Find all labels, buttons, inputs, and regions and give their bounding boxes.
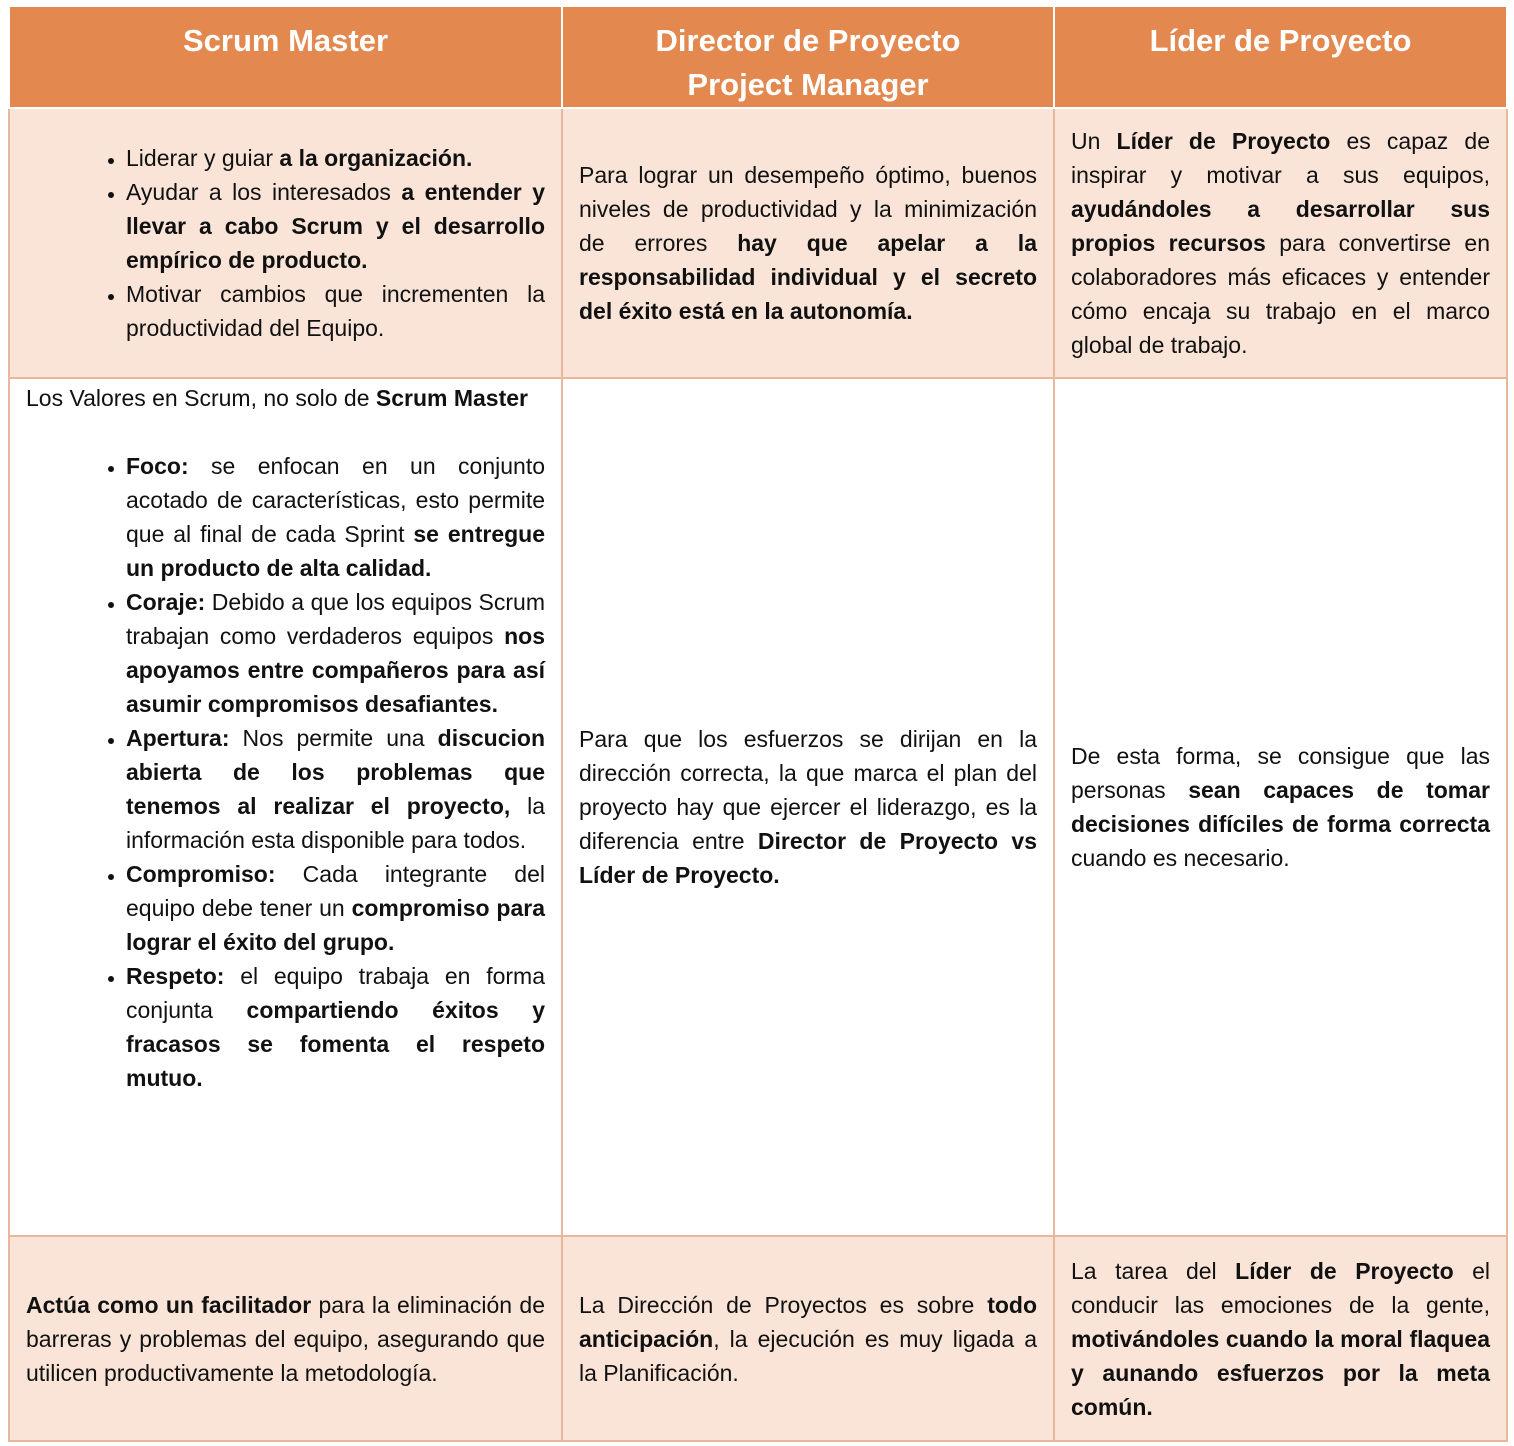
sm-row3-text: Actúa como un facilitador para la eliminación de barreras y problemas del equipo, asegurando que utilicen productivamente la metodología. [26,1291,545,1386]
list-item: • Apertura: Nos permite una discucion abierta de los problemas que tenemos al realizar el proyecto, la información esta disponible para todos. [126,721,545,857]
list-item: • Compromiso: Cada integrante del equipo debe tener un compromiso para lograr el éxito del grupo. [126,857,545,959]
sm-row2-list [26,449,545,1095]
dp-row3-text: La Dirección de Proyectos es sobre todo anticipación, la ejecución es muy ligada a la Planificación. [579,1291,1037,1386]
lp-row3-text: La tarea del Líder de Proyecto el conducir las emociones de la gente, motivándoles cuando la moral flaquea y aunando esfuerzos por la meta común. [1071,1257,1491,1420]
dp-row1-text: Para lograr un desempeño óptimo, buenos niveles de productividad y la minimización de errores hay que apelar a la responsabilidad individual y el secreto del éxito está en la autonomía. [579,162,1037,324]
list-item: • Respeto: el equipo trabaja en forma conjunta compartiendo éxitos y fracasos se fomenta el respeto mutuo. [126,959,545,1095]
cell-lp-row2 [1054,378,1507,1236]
lp-row2-text: De esta forma, se consigue que las personas sean capaces de tomar decisiones difíciles de forma correcta cuando es necesario. [1071,743,1490,871]
cell-lp-row1 [1054,108,1507,378]
cell-dp-row2 [562,378,1054,1236]
cell-lp-row3 [1054,1236,1507,1441]
table-row [9,108,1507,378]
dp-row2-text: Para que los esfuerzos se dirijan en la dirección correcta, la que marca el plan del proyecto hay que ejercer el liderazgo, es la diferencia entre Director de Proyecto vs Líder de Proyecto. [579,726,1037,888]
lp-row1-text: Un Líder de Proyecto es capaz de inspirar y motivar a sus equipos, ayudándoles a desarrollar sus propios recursos para convertirse en colaboradores más eficaces y entender cómo encaja su trabajo en el marco global de trabajo. [1071,128,1490,358]
list-item: • Liderar y guiar a la organización. [126,141,545,175]
list-item: • Foco: se enfocan en un conjunto acotado de características, esto permite que al final de cada Sprint se entregue un producto de alta calidad. [126,449,545,585]
cell-sm-row3 [9,1236,562,1441]
table-row [9,378,1507,1236]
cell-sm-row2 [9,378,562,1236]
cell-dp-row1 [562,108,1054,378]
header-director-de-proyecto: Director de Proyecto Project Manager [562,6,1054,108]
comparison-table [8,5,1508,1442]
sm-row1-list [26,141,545,345]
cell-sm-row1 [9,108,562,378]
table-row [9,1236,1507,1441]
list-item: • Motivar cambios que incrementen la productividad del Equipo. [126,277,545,345]
cell-dp-row3 [562,1236,1054,1441]
sm-row2-intro: Los Valores en Scrum, no solo de Scrum Master [26,385,528,411]
header-row [9,6,1507,108]
header-lider-de-proyecto: Líder de Proyecto [1054,6,1507,108]
list-item: • Coraje: Debido a que los equipos Scrum trabajan como verdaderos equipos nos apoyamos entre compañeros para así asumir compromisos desafiantes. [126,585,545,721]
list-item: • Ayudar a los interesados a entender y llevar a cabo Scrum y el desarrollo empírico de producto. [126,175,545,277]
header-scrum-master: Scrum Master [9,6,562,108]
